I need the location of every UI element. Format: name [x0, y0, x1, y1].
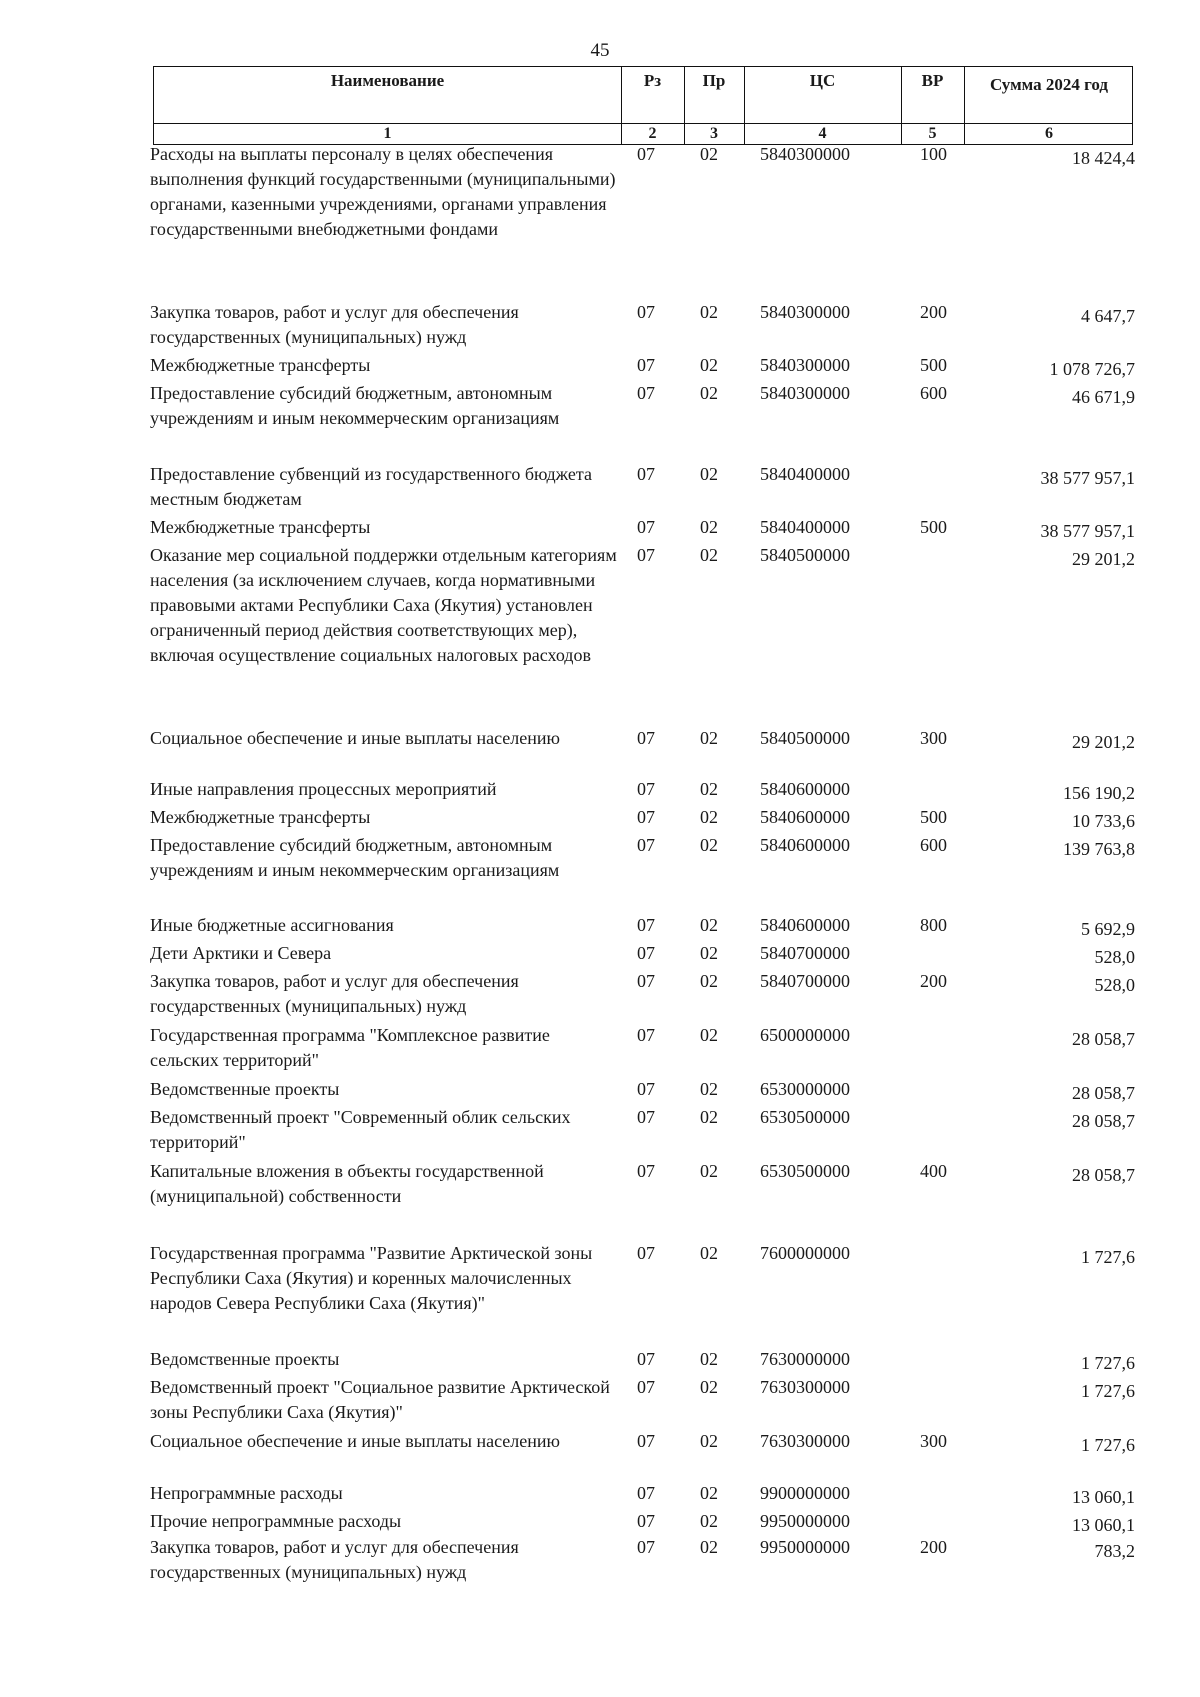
- row-name: Закупка товаров, работ и услуг для обеспечения государственных (муниципальных) нужд: [150, 971, 519, 1016]
- row-vr: 300: [920, 1431, 947, 1451]
- row-name: Дети Арктики и Севера: [150, 943, 332, 963]
- row-pr: 02: [700, 1161, 718, 1181]
- row-cs: 5840300000: [760, 144, 850, 164]
- row-name: Иные бюджетные ассигнования: [150, 915, 394, 935]
- row-sum: 28 058,7: [1072, 1029, 1135, 1049]
- row-pr: 02: [700, 464, 718, 484]
- row-vr: 200: [920, 1537, 947, 1557]
- row-pr: 02: [700, 1025, 718, 1045]
- row-cs: 5840700000: [760, 943, 850, 963]
- row-sum: 1 727,6: [1081, 1435, 1135, 1455]
- row-sum: 1 727,6: [1081, 1353, 1135, 1373]
- row-sum: 10 733,6: [1072, 811, 1135, 831]
- row-name: Предоставление субсидий бюджетным, автономным учреждениям и иным некоммерческим организациям: [150, 383, 560, 428]
- row-rz: 07: [637, 943, 655, 963]
- row-vr: 600: [920, 835, 947, 855]
- row-cs: 7630300000: [760, 1377, 850, 1397]
- row-name: Капитальные вложения в объекты государственной (муниципальной) собственности: [150, 1161, 544, 1206]
- row-cs: 5840300000: [760, 355, 850, 375]
- row-cs: 5840500000: [760, 728, 850, 748]
- row-rz: 07: [637, 728, 655, 748]
- row-rz: 07: [637, 383, 655, 403]
- row-sum: 13 060,1: [1072, 1487, 1135, 1507]
- row-cs: 6530500000: [760, 1161, 850, 1181]
- row-cs: 9900000000: [760, 1483, 850, 1503]
- row-rz: 07: [637, 835, 655, 855]
- row-rz: 07: [637, 1431, 655, 1451]
- row-rz: 07: [637, 1079, 655, 1099]
- row-pr: 02: [700, 835, 718, 855]
- row-name: Оказание мер социальной поддержки отдельным категориям населения (за исключением случаев, когда нормативными правовыми актами Республики Саха (Якутия) установлен ограниченный период действия соответствующих мер), включая осуществление социальных налоговых расходов: [150, 545, 617, 665]
- row-pr: 02: [700, 1537, 718, 1557]
- row-rz: 07: [637, 1483, 655, 1503]
- row-name: Прочие непрограммные расходы: [150, 1511, 402, 1531]
- row-pr: 02: [700, 1079, 718, 1099]
- row-name: Межбюджетные трансферты: [150, 517, 371, 537]
- row-pr: 02: [700, 1483, 718, 1503]
- row-pr: 02: [700, 728, 718, 748]
- row-cs: 7600000000: [760, 1243, 850, 1263]
- row-pr: 02: [700, 807, 718, 827]
- row-cs: 5840600000: [760, 779, 850, 799]
- row-cs: 5840700000: [760, 971, 850, 991]
- row-sum: 5 692,9: [1081, 919, 1135, 939]
- header-sum: Сумма 2024 год: [989, 75, 1109, 94]
- row-pr: 02: [700, 1511, 718, 1531]
- row-rz: 07: [637, 1537, 655, 1557]
- row-name: Ведомственные проекты: [150, 1349, 340, 1369]
- row-pr: 02: [700, 1349, 718, 1369]
- row-name: Расходы на выплаты персоналу в целях обеспечения выполнения функций государственными (муниципальными) органами, казенными учреждениями, органами управления государственными внебюджетными фондами: [150, 144, 616, 239]
- row-cs: 7630300000: [760, 1431, 850, 1451]
- row-pr: 02: [700, 144, 718, 164]
- row-rz: 07: [637, 464, 655, 484]
- row-name: Государственная программа "Комплексное развитие сельских территорий": [150, 1025, 550, 1070]
- row-sum: 46 671,9: [1072, 387, 1135, 407]
- row-cs: 5840600000: [760, 915, 850, 935]
- row-name: Иные направления процессных мероприятий: [150, 779, 497, 799]
- row-vr: 600: [920, 383, 947, 403]
- row-rz: 07: [637, 807, 655, 827]
- row-sum: 4 647,7: [1081, 306, 1135, 326]
- row-vr: 800: [920, 915, 947, 935]
- row-sum: 156 190,2: [1063, 783, 1135, 803]
- column-number: 3: [710, 125, 718, 142]
- row-vr: 100: [920, 144, 947, 164]
- row-vr: 200: [920, 971, 947, 991]
- row-rz: 07: [637, 355, 655, 375]
- row-name: Межбюджетные трансферты: [150, 807, 371, 827]
- row-rz: 07: [637, 1161, 655, 1181]
- row-rz: 07: [637, 1511, 655, 1531]
- row-sum: 528,0: [1094, 975, 1135, 995]
- row-rz: 07: [637, 971, 655, 991]
- row-cs: 6530000000: [760, 1079, 850, 1099]
- row-rz: 07: [637, 1025, 655, 1045]
- row-sum: 28 058,7: [1072, 1111, 1135, 1131]
- row-pr: 02: [700, 1243, 718, 1263]
- column-number: 6: [1045, 125, 1053, 142]
- row-cs: 9950000000: [760, 1511, 850, 1531]
- row-name: Государственная программа "Развитие Арктической зоны Республики Саха (Якутия) и коренных малочисленных народов Севера Республики Саха (Якутия)": [150, 1243, 593, 1313]
- row-name: Предоставление субвенций из государственного бюджета местным бюджетам: [150, 464, 592, 509]
- row-name: Ведомственный проект "Социальное развитие Арктической зоны Республики Саха (Якутия)": [150, 1377, 610, 1422]
- row-pr: 02: [700, 302, 718, 322]
- row-rz: 07: [637, 1243, 655, 1263]
- row-pr: 02: [700, 383, 718, 403]
- row-sum: 18 424,4: [1072, 148, 1135, 168]
- row-sum: 38 577 957,1: [1040, 521, 1135, 541]
- page-number: 45: [590, 40, 610, 61]
- row-cs: 7630000000: [760, 1349, 850, 1369]
- row-name: Закупка товаров, работ и услуг для обеспечения государственных (муниципальных) нужд: [150, 1537, 519, 1582]
- row-rz: 07: [637, 1377, 655, 1397]
- row-rz: 07: [637, 302, 655, 322]
- row-rz: 07: [637, 517, 655, 537]
- row-vr: 500: [920, 807, 947, 827]
- row-sum: 28 058,7: [1072, 1165, 1135, 1185]
- row-name: Закупка товаров, работ и услуг для обеспечения государственных (муниципальных) нужд: [150, 302, 519, 347]
- row-cs: 5840300000: [760, 383, 850, 403]
- row-sum: 1 727,6: [1081, 1381, 1135, 1401]
- row-name: Ведомственные проекты: [150, 1079, 340, 1099]
- row-cs: 6530500000: [760, 1107, 850, 1127]
- row-pr: 02: [700, 779, 718, 799]
- row-pr: 02: [700, 943, 718, 963]
- header-pr: Пр: [702, 71, 726, 90]
- row-sum: 29 201,2: [1072, 732, 1135, 752]
- row-pr: 02: [700, 355, 718, 375]
- row-sum: 13 060,1: [1072, 1515, 1135, 1535]
- row-cs: 6500000000: [760, 1025, 850, 1045]
- row-name: Межбюджетные трансферты: [150, 355, 371, 375]
- row-cs: 5840600000: [760, 807, 850, 827]
- row-sum: 1 078 726,7: [1049, 359, 1135, 379]
- row-sum: 139 763,8: [1063, 839, 1135, 859]
- row-vr: 400: [920, 1161, 947, 1181]
- row-vr: 200: [920, 302, 947, 322]
- row-sum: 528,0: [1094, 947, 1135, 967]
- row-vr: 300: [920, 728, 947, 748]
- row-pr: 02: [700, 971, 718, 991]
- row-sum: 28 058,7: [1072, 1083, 1135, 1103]
- table-header: [153, 66, 1133, 145]
- header-cs: ЦС: [809, 71, 836, 90]
- row-sum: 783,2: [1094, 1541, 1135, 1561]
- row-rz: 07: [637, 545, 655, 565]
- row-cs: 5840500000: [760, 545, 850, 565]
- row-cs: 5840300000: [760, 302, 850, 322]
- row-cs: 5840400000: [760, 517, 850, 537]
- row-pr: 02: [700, 915, 718, 935]
- column-number: 4: [818, 125, 827, 142]
- row-name: Непрограммные расходы: [150, 1483, 343, 1503]
- row-rz: 07: [637, 915, 655, 935]
- row-vr: 500: [920, 517, 947, 537]
- row-rz: 07: [637, 1107, 655, 1127]
- row-cs: 5840600000: [760, 835, 850, 855]
- column-number: 1: [383, 125, 392, 142]
- header-rz: Рз: [643, 71, 662, 90]
- row-cs: 9950000000: [760, 1537, 850, 1557]
- row-name: Социальное обеспечение и иные выплаты населению: [150, 1431, 560, 1451]
- row-sum: 38 577 957,1: [1040, 468, 1135, 488]
- column-number: 5: [928, 125, 937, 142]
- column-number: 2: [648, 125, 657, 142]
- header-vr: ВР: [921, 71, 944, 90]
- row-pr: 02: [700, 1107, 718, 1127]
- row-rz: 07: [637, 779, 655, 799]
- row-vr: 500: [920, 355, 947, 375]
- row-cs: 5840400000: [760, 464, 850, 484]
- row-pr: 02: [700, 517, 718, 537]
- header-name: Наименование: [330, 71, 445, 90]
- row-rz: 07: [637, 144, 655, 164]
- row-name: Предоставление субсидий бюджетным, автономным учреждениям и иным некоммерческим организациям: [150, 835, 560, 880]
- row-pr: 02: [700, 1377, 718, 1397]
- row-sum: 1 727,6: [1081, 1247, 1135, 1267]
- row-name: Ведомственный проект "Современный облик сельских территорий": [150, 1107, 571, 1152]
- row-sum: 29 201,2: [1072, 549, 1135, 569]
- row-name: Социальное обеспечение и иные выплаты населению: [150, 728, 560, 748]
- row-pr: 02: [700, 545, 718, 565]
- row-pr: 02: [700, 1431, 718, 1451]
- row-rz: 07: [637, 1349, 655, 1369]
